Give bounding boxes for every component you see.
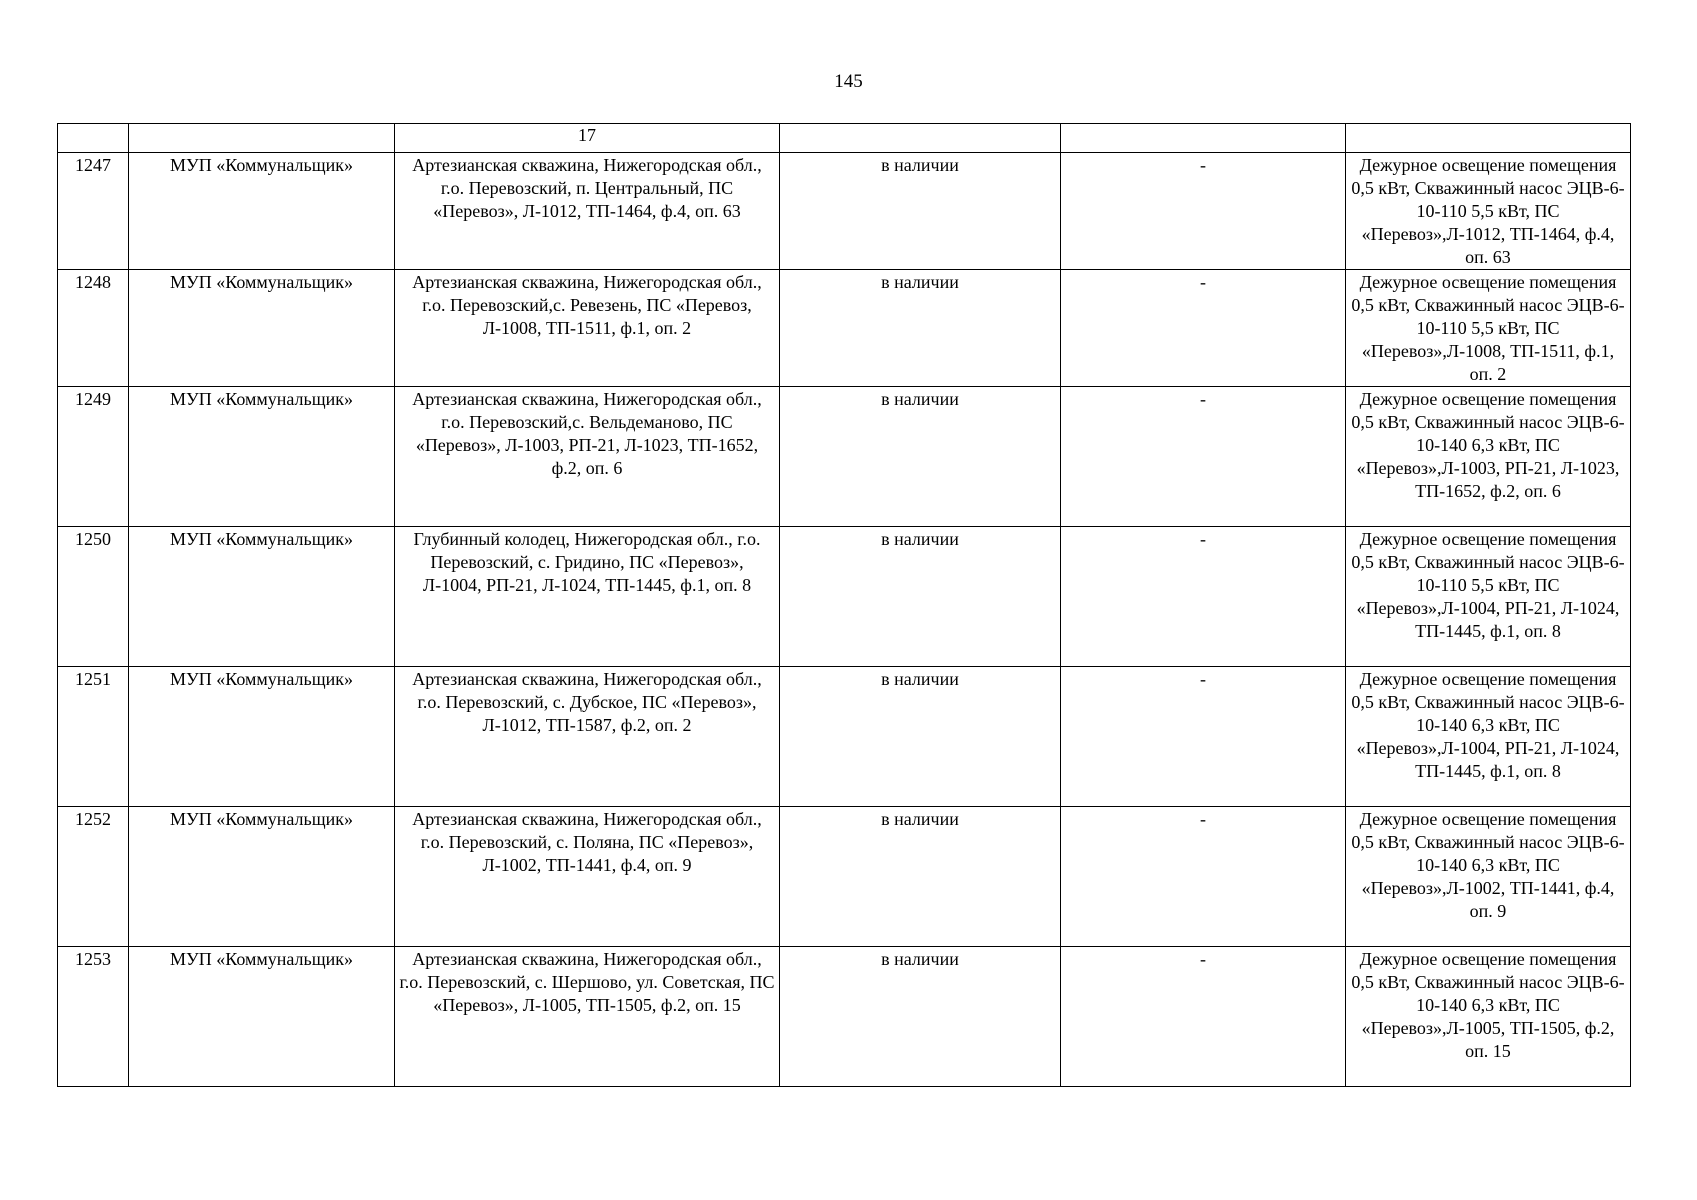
header-cell-3: 17 <box>395 124 780 153</box>
owner-cell: МУП «Коммунальщик» <box>129 270 395 387</box>
status-cell: в наличии <box>780 947 1061 1087</box>
status-cell: в наличии <box>780 807 1061 947</box>
note-cell: - <box>1061 153 1346 270</box>
header-cell-2 <box>129 124 395 153</box>
status-cell: в наличии <box>780 667 1061 807</box>
equipment-cell: Дежурное освещение помещения 0,5 кВт, Скважинный насос ЭЦВ-6-10-110 5,5 кВт, ПС «Перевоз»,Л-1004, РП-21, Л-1024, ТП-1445, ф.1, оп. 8 <box>1346 527 1631 667</box>
note-cell: - <box>1061 667 1346 807</box>
equipment-cell: Дежурное освещение помещения 0,5 кВт, Скважинный насос ЭЦВ-6-10-110 5,5 кВт, ПС «Перевоз»,Л-1008, ТП-1511, ф.1, оп. 2 <box>1346 270 1631 387</box>
status-cell: в наличии <box>780 270 1061 387</box>
equipment-cell: Дежурное освещение помещения 0,5 кВт, Скважинный насос ЭЦВ-6-10-140 6,3 кВт, ПС «Перевоз»,Л-1002, ТП-1441, ф.4, оп. 9 <box>1346 807 1631 947</box>
object-cell: Артезианская скважина, Нижегородская обл., г.о. Перевозский, с. Поляна, ПС «Перевоз», Л-1002, ТП-1441, ф.4, оп. 9 <box>395 807 780 947</box>
row-number: 1251 <box>58 667 129 807</box>
row-number: 1250 <box>58 527 129 667</box>
table-row <box>58 527 1631 667</box>
row-number: 1252 <box>58 807 129 947</box>
object-cell: Артезианская скважина, Нижегородская обл., г.о. Перевозский,с. Вельдеманово, ПС «Перевоз», Л-1003, РП-21, Л-1023, ТП-1652, ф.2, оп. 6 <box>395 387 780 527</box>
object-cell: Глубинный колодец, Нижегородская обл., г.о. Перевозский, с. Гридино, ПС «Перевоз», Л-1004, РП-21, Л-1024, ТП-1445, ф.1, оп. 8 <box>395 527 780 667</box>
status-cell: в наличии <box>780 153 1061 270</box>
header-cell-5 <box>1061 124 1346 153</box>
object-cell: Артезианская скважина, Нижегородская обл., г.о. Перевозский, с. Шершово, ул. Советская, ПС «Перевоз», Л-1005, ТП-1505, ф.2, оп. 15 <box>395 947 780 1087</box>
row-number: 1249 <box>58 387 129 527</box>
note-cell: - <box>1061 527 1346 667</box>
note-cell: - <box>1061 270 1346 387</box>
equipment-cell: Дежурное освещение помещения 0,5 кВт, Скважинный насос ЭЦВ-6-10-140 6,3 кВт, ПС «Перевоз»,Л-1004, РП-21, Л-1024, ТП-1445, ф.1, оп. 8 <box>1346 667 1631 807</box>
column-number-row <box>58 124 1631 153</box>
row-number: 1247 <box>58 153 129 270</box>
object-cell: Артезианская скважина, Нижегородская обл., г.о. Перевозский, п. Центральный, ПС «Перевоз», Л-1012, ТП-1464, ф.4, оп. 63 <box>395 153 780 270</box>
equipment-cell: Дежурное освещение помещения 0,5 кВт, Скважинный насос ЭЦВ-6-10-110 5,5 кВт, ПС «Перевоз»,Л-1012, ТП-1464, ф.4, оп. 63 <box>1346 153 1631 270</box>
status-cell: в наличии <box>780 527 1061 667</box>
owner-cell: МУП «Коммунальщик» <box>129 947 395 1087</box>
owner-cell: МУП «Коммунальщик» <box>129 807 395 947</box>
owner-cell: МУП «Коммунальщик» <box>129 667 395 807</box>
table-row <box>58 947 1631 1087</box>
row-number: 1253 <box>58 947 129 1087</box>
table-row <box>58 667 1631 807</box>
status-cell: в наличии <box>780 387 1061 527</box>
table-row <box>58 387 1631 527</box>
object-cell: Артезианская скважина, Нижегородская обл., г.о. Перевозский,с. Ревезень, ПС «Перевоз, Л-1008, ТП-1511, ф.1, оп. 2 <box>395 270 780 387</box>
table-row <box>58 153 1631 270</box>
owner-cell: МУП «Коммунальщик» <box>129 527 395 667</box>
object-cell: Артезианская скважина, Нижегородская обл., г.о. Перевозский, с. Дубское, ПС «Перевоз», Л-1012, ТП-1587, ф.2, оп. 2 <box>395 667 780 807</box>
equipment-cell: Дежурное освещение помещения 0,5 кВт, Скважинный насос ЭЦВ-6-10-140 6,3 кВт, ПС «Перевоз»,Л-1005, ТП-1505, ф.2, оп. 15 <box>1346 947 1631 1087</box>
equipment-cell: Дежурное освещение помещения 0,5 кВт, Скважинный насос ЭЦВ-6-10-140 6,3 кВт, ПС «Перевоз»,Л-1003, РП-21, Л-1023, ТП-1652, ф.2, оп. 6 <box>1346 387 1631 527</box>
note-cell: - <box>1061 947 1346 1087</box>
header-cell-6 <box>1346 124 1631 153</box>
owner-cell: МУП «Коммунальщик» <box>129 153 395 270</box>
row-number: 1248 <box>58 270 129 387</box>
note-cell: - <box>1061 807 1346 947</box>
note-cell: - <box>1061 387 1346 527</box>
table-row <box>58 807 1631 947</box>
registry-table <box>57 123 1631 1087</box>
owner-cell: МУП «Коммунальщик» <box>129 387 395 527</box>
header-cell-4 <box>780 124 1061 153</box>
header-cell-1 <box>58 124 129 153</box>
table-row <box>58 270 1631 387</box>
page-number: 145 <box>834 71 863 92</box>
